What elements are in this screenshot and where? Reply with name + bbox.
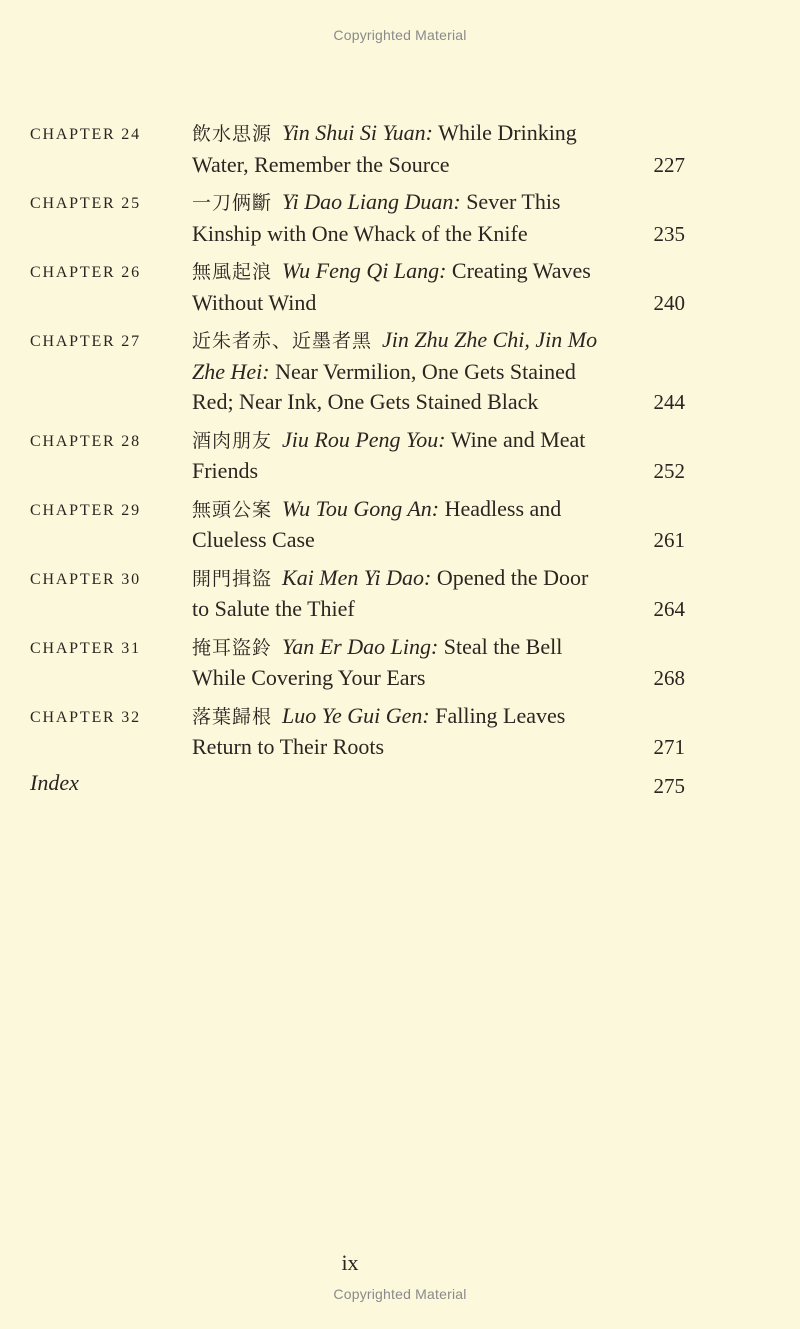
chapter-label: CHAPTER 32 xyxy=(30,708,141,726)
chapter-title-block xyxy=(192,563,607,625)
chapter-title-block xyxy=(192,118,607,180)
page-number: 252 xyxy=(653,459,685,483)
chapter-label: CHAPTER 29 xyxy=(30,501,141,519)
chapter-title: Wine and Meat Friends xyxy=(192,426,586,483)
index-label: Index xyxy=(30,769,79,795)
pinyin: Jiu Rou Peng You: xyxy=(282,426,446,452)
chinese-idiom: 無風起浪 xyxy=(192,261,273,283)
chinese-idiom: 落葉歸根 xyxy=(192,705,273,728)
pinyin: Kai Men Yi Dao: xyxy=(282,564,432,590)
pinyin: Yan Er Dao Ling: xyxy=(282,633,439,659)
chapter-label: CHAPTER 24 xyxy=(30,126,141,143)
chapter-title-block xyxy=(192,256,607,318)
chinese-idiom: 一刀俩斷 xyxy=(192,192,273,214)
chinese-idiom: 近朱者赤、近墨者黑 xyxy=(192,330,373,352)
chinese-idiom: 掩耳盜鈴 xyxy=(192,636,273,659)
chapter-title: Steal the Bell While Covering Your Ears xyxy=(192,633,563,690)
pinyin: Wu Feng Qi Lang: xyxy=(282,258,447,283)
pinyin: Wu Tou Gong An: xyxy=(282,495,440,521)
toc-entry-24[interactable] xyxy=(30,118,685,180)
copyright-watermark-bottom: Copyrighted Material xyxy=(333,1286,467,1302)
chapter-label: CHAPTER 25 xyxy=(30,195,141,212)
chinese-idiom: 開門揖盜 xyxy=(192,567,273,590)
chapter-title: Falling Leaves Return to Their Roots xyxy=(192,702,566,759)
chinese-idiom: 酒肉朋友 xyxy=(192,429,273,452)
page-folio: ix xyxy=(341,1250,359,1275)
page-number: 264 xyxy=(653,597,685,621)
chapter-title: Headless and Clueless Case xyxy=(192,495,562,552)
pinyin: Yin Shui Si Yuan: xyxy=(282,120,433,145)
page-number: 244 xyxy=(653,390,685,414)
chapter-title-block xyxy=(192,701,607,763)
toc-entry-29[interactable] xyxy=(30,494,685,556)
page-number: 227 xyxy=(653,152,685,177)
chapter-label: CHAPTER 30 xyxy=(30,570,141,588)
toc-entry-32[interactable] xyxy=(30,701,685,763)
table-of-contents xyxy=(30,118,685,802)
chapter-title: Creating Waves Without Wind xyxy=(192,258,591,315)
toc-entry-27[interactable] xyxy=(30,325,685,418)
pinyin: Yi Dao Liang Duan: xyxy=(282,189,461,214)
chapter-title-block xyxy=(192,425,607,487)
pinyin: Luo Ye Gui Gen: xyxy=(282,702,430,728)
chapter-title-block xyxy=(192,187,607,249)
chapter-title: Near Vermilion, One Gets Stained Red; Near Ink, One Gets Stained Black xyxy=(192,358,576,414)
chapter-title-block xyxy=(192,325,607,418)
toc-entry-31[interactable] xyxy=(30,632,685,694)
chapter-title-block xyxy=(192,494,607,556)
copyright-watermark-top: Copyrighted Material xyxy=(333,27,467,43)
toc-entry-28[interactable] xyxy=(30,425,685,487)
chapter-label: CHAPTER 27 xyxy=(30,333,141,350)
chapter-title: Opened the Door to Salute the Thief xyxy=(192,564,589,621)
page-number: 268 xyxy=(653,666,685,690)
chapter-label: CHAPTER 28 xyxy=(30,432,141,450)
toc-entry-25[interactable] xyxy=(30,187,685,249)
toc-entry-30[interactable] xyxy=(30,563,685,625)
toc-entry-26[interactable] xyxy=(30,256,685,318)
chinese-idiom: 無頭公案 xyxy=(192,498,273,521)
pinyin: Jin Zhu Zhe Chi, Jin Mo Zhe Hei: xyxy=(192,327,598,384)
page-number: 235 xyxy=(653,221,685,246)
page-number: 275 xyxy=(653,774,685,798)
chapter-title: While Drinking Water, Remember the Source xyxy=(192,120,577,177)
chapter-title: Sever This Kinship with One Whack of the Knife xyxy=(192,189,561,246)
chinese-idiom: 飲水思源 xyxy=(192,123,273,145)
chapter-label: CHAPTER 26 xyxy=(30,264,141,281)
page-number: 240 xyxy=(653,290,685,315)
chapter-label: CHAPTER 31 xyxy=(30,639,141,657)
page-number: 271 xyxy=(653,735,685,759)
chapter-title-block xyxy=(192,632,607,694)
toc-entry-index[interactable] xyxy=(30,770,685,802)
page-number: 261 xyxy=(653,528,685,552)
